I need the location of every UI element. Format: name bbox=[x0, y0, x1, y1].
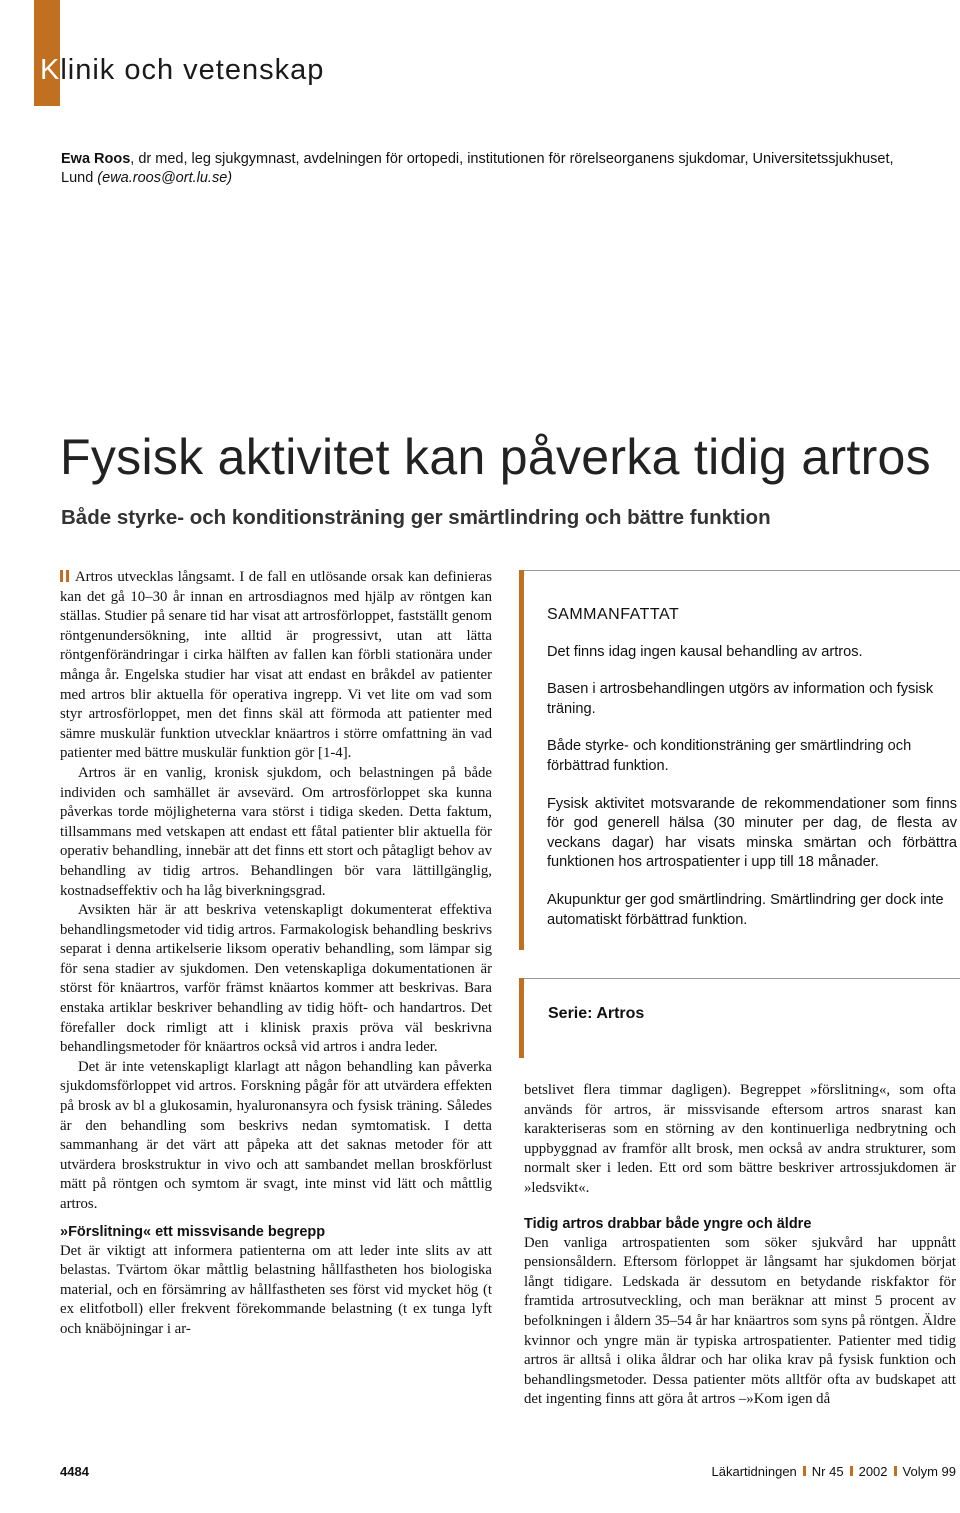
year: 2002 bbox=[858, 1464, 888, 1479]
journal-name: Läkartidningen bbox=[711, 1464, 797, 1479]
author-name: Ewa Roos bbox=[61, 151, 131, 167]
lead-marker bbox=[60, 570, 63, 582]
lead-paragraph bbox=[60, 568, 492, 764]
section-color-box bbox=[34, 0, 60, 106]
summary-item: Det finns idag ingen kausal behandling av artros. bbox=[547, 643, 863, 660]
section-header bbox=[40, 54, 324, 87]
sidebar-accent-bar bbox=[519, 570, 524, 950]
footer-journal-info bbox=[712, 1464, 957, 1479]
body-paragraph: Det är inte vetenskapligt klarlagt att någon behandling kan påverka sjukdomsförloppet vid artros. Forskning pågår för att utvärdera effekten på brosk av bl a glukosamin, hyaluronansyra och fysisk träning. Således är den behandling som beskrivs nedan symtomatisk. I detta sammanhang är det värt att påpeka att det saknas metoder för att utvärdera broskstruktur in vivo och att sambandet mellan broskförlust mätt på röntgen och symtom är svagt, inte minst vid lätt och måttlig artros. bbox=[60, 1058, 492, 1212]
footer-separator bbox=[894, 1466, 897, 1476]
body-paragraph: Det är viktigt att informera patienterna om att leder inte slits av att belastas. Tvärtom ökar måttlig belastning hållfastheten hos biologiska material, och en försämring av hållfastheten ses först vid mycket hög (t ex elitfotboll) eller frekvent förekommande belastning (t ex tunga lyft och knäböjningar i ar- bbox=[60, 1242, 492, 1337]
article-title: Fysisk aktivitet kan påverka tidig artros bbox=[60, 429, 931, 485]
section-rest: linik och vetenskap bbox=[60, 54, 325, 86]
summary-box bbox=[547, 605, 957, 948]
body-paragraph: Avsikten här är att beskriva vetenskapligt dokumenterat effektiva behandlingsmetoder vid tidig artros. Farmakologisk behandling beskrivs separat i denna artikelserie liksom operativ behandling, som lämpar sig för sena stadier av sjukdomen. Den vetenskapliga dokumentationen är störst för knäartros, varför främst knäartos kommer att beskrivas. Bara enstaka artiklar beskriver behandling av tidig höft- och handartros. Det förefaller dock rimligt att i klinisk praxis pröva väl beskrivna behandlingsmetoder för knäartros också vid artros i andra leder. bbox=[60, 902, 492, 1056]
article-subtitle: Både styrke- och konditionsträning ger smärtlindring och bättre funktion bbox=[61, 506, 771, 529]
lead-text: Artros utvecklas långsamt. I de fall en utlösande orsak kan definieras kan det gå 10–30 år innan en artrosdiagnos med hjälp av röntgen kan ställas. Studier på senare tid har visat att artrosförloppet, fastställt genom röntgenundersökning, inte alltid är progressivt, utan att lätta röntgenförändringar i cirka hälften av fallen kan förbli stationära under många år. Engelska studier har visat att endast en bråkdel av patienter med artros blir aktuella för operativa ingrepp. Vi vet lite om vad som styr artrosförloppet, men det finns skäl att förmoda att patienter med sämre muskulär funktion utvecklar knäartros i större omfattning än vad patienter med bättre muskulär funktion gör [1-4]. bbox=[60, 569, 492, 762]
summary-item: Akupunktur ger god smärtlindring. Smärtlindring ger dock inte automatiskt förbättrad funktion. bbox=[547, 891, 944, 928]
subheading: »Förslitning« ett missvisande begrepp bbox=[60, 1223, 326, 1240]
section-first-letter: K bbox=[40, 54, 61, 86]
summary-item: Både styrke- och konditionsträning ger smärtlindring och förbättrad funktion. bbox=[547, 738, 912, 774]
author-description: , dr med, leg sjukgymnast, avdelningen för ortopedi, institutionen för rörelseorganens sjukdomar, Universitetssjukhuset, Lund bbox=[61, 151, 894, 186]
summary-item: Fysisk aktivitet motsvarande de rekommendationer som finns för god generell hälsa (30 minuter per dag, de flesta av veckans dagar) har visats minska smärtan och förbättra funktionen hos artrospatienter i upp till 18 månader. bbox=[547, 795, 957, 871]
right-column bbox=[524, 1081, 956, 1410]
body-paragraph-continued: betslivet flera timmar dagligen). Begreppet »förslitning«, som ofta används för artros, är missvisande eftersom artros snarast kan karakteriseras som en störning av den kontinuerliga nedbrytning och uppbyggnad av framför allt brosk, men också av andra strukturer, som normalt sker i leden. Ett ord som bättre beskriver artrossjukdomen är »ledsvikt«. bbox=[524, 1082, 956, 1196]
author-email: (ewa.roos@ort.lu.se) bbox=[97, 170, 233, 186]
series-top-rule bbox=[524, 978, 960, 979]
series-label: Serie: Artros bbox=[548, 1005, 645, 1022]
lead-marker bbox=[66, 570, 69, 582]
page-number: 4484 bbox=[60, 1464, 89, 1479]
footer-separator bbox=[803, 1466, 806, 1476]
body-paragraph: Artros är en vanlig, kronisk sjukdom, och belastningen på både individen och samhället är avsevärd. Om artrosförloppet ska kunna påverkas torde möjligheterna vara störst i tidiga skeden. Detta faktum, tillsammans med vetskapen att endast ett fåtal patienter blir aktuella för operativ behandling, innebär att det finns ett stort och påtagligt behov av behandling av tidig artros. Behandlingen bör vara lättillgänglig, kostnadseffektiv och ha låg biverkningsgrad. bbox=[60, 764, 492, 899]
footer-separator bbox=[850, 1466, 853, 1476]
left-column bbox=[60, 568, 492, 1340]
summary-item: Basen i artrosbehandlingen utgörs av information och fysisk träning. bbox=[547, 681, 934, 717]
issue-number: Nr 45 bbox=[811, 1464, 844, 1479]
sidebar-top-rule bbox=[524, 570, 960, 571]
volume: Volym 99 bbox=[902, 1464, 956, 1479]
series-accent-bar bbox=[519, 978, 524, 1058]
author-line bbox=[61, 150, 921, 188]
summary-title: SAMMANFATTAT bbox=[547, 606, 680, 623]
body-paragraph: Den vanliga artrospatienten som söker sjukvård har uppnått pensionsåldern. Eftersom förloppet är långsamt har sjukdomen börjat långt tidigare. Ledskada är dessutom en betydande riskfaktor för framtida artrosutveckling, och man beräknar att minst 5 procent av befolkningen i åldern 35–54 år har knäartros som syns på röntgen. Äldre kvinnor och yngre män är typiska artrospatienter. Patienter med tidig artros är alltså i olika åldrar och har olika krav på fysisk funktion och behandlingsmetoder. Dessa patienter möts alltför ofta av budskapet att det ingenting finns att göra åt artros –»Kom igen då bbox=[524, 1234, 956, 1408]
subheading: Tidig artros drabbar både yngre och äldre bbox=[524, 1215, 812, 1232]
